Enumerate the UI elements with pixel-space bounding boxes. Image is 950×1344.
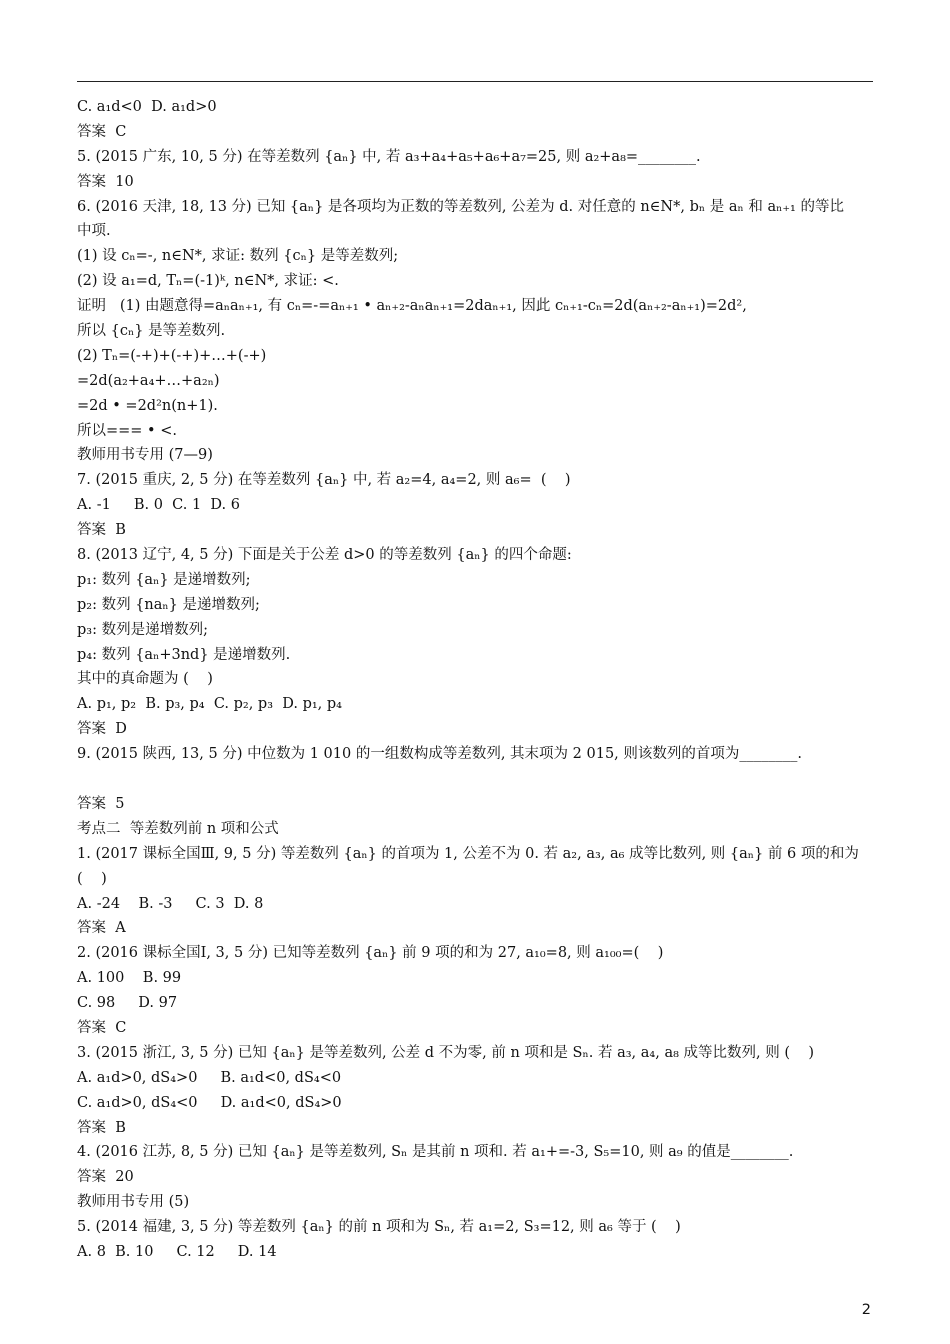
text-line: 答案 B (77, 522, 126, 539)
text-line: 教师用书专用 (7—9) (77, 447, 213, 464)
text-line: 4. (2016 江苏, 8, 5 分) 已知 {aₙ} 是等差数列, Sₙ 是其前 n 项和. 若 a₁+=-3, S₅=10, 则 a₉ 的值是________. (77, 1144, 794, 1161)
page-number: 2 (861, 1302, 871, 1318)
text-line: 所以 {cₙ} 是等差数列. (77, 323, 226, 340)
text-line: 证明 (1) 由题意得=aₙaₙ₊₁, 有 cₙ=-=aₙ₊₁ • aₙ₊₂-aₙaₙ₊₁=2daₙ₊₁, 因此 cₙ₊₁-cₙ=2d(aₙ₊₂-aₙ₊₁)=2d², (77, 298, 747, 315)
text-line: A. -1 B. 0 C. 1 D. 6 (77, 497, 240, 514)
text-line: 答案 5 (77, 795, 125, 812)
text-line: C. 98 D. 97 (77, 995, 178, 1012)
text-line: 8. (2013 辽宁, 4, 5 分) 下面是关于公差 d>0 的等差数列 {aₙ} 的四个命题: (77, 547, 572, 564)
text-line: 5. (2015 广东, 10, 5 分) 在等差数列 {aₙ} 中, 若 a₃+a₄+a₅+a₆+a₇=25, 则 a₂+a₈=________. (77, 148, 701, 165)
text-line: =2d • =2d²n(n+1). (77, 397, 218, 414)
page-body (77, 95, 877, 1265)
text-line: 考点二 等差数列前 n 项和公式 (77, 820, 279, 837)
text-line: 2. (2016 课标全国Ⅰ, 3, 5 分) 已知等差数列 {aₙ} 前 9 项的和为 27, a₁₀=8, 则 a₁₀₀=( ) (77, 945, 664, 962)
text-line: 5. (2014 福建, 3, 5 分) 等差数列 {aₙ} 的前 n 项和为 Sₙ, 若 a₁=2, S₃=12, 则 a₆ 等于 ( ) (77, 1219, 681, 1236)
text-line: A. 8 B. 10 C. 12 D. 14 (77, 1243, 277, 1260)
text-line: 其中的真命题为 ( ) (77, 671, 213, 688)
text-line: C. a₁d<0 D. a₁d>0 (77, 99, 217, 115)
text-line: (1) 设 cₙ=-, n∈N*, 求证: 数列 {cₙ} 是等差数列; (77, 248, 399, 265)
text-line: 7. (2015 重庆, 2, 5 分) 在等差数列 {aₙ} 中, 若 a₂=4, a₄=2, 则 a₆= ( ) (77, 472, 571, 489)
text-line: 答案 D (77, 721, 127, 738)
text-line: 答案 20 (77, 1169, 134, 1186)
text-line: p₁: 数列 {aₙ} 是递增数列; (77, 571, 251, 588)
text-line: A. -24 B. -3 C. 3 D. 8 (77, 895, 264, 912)
text-line: 中项. (77, 223, 111, 240)
text-line: (2) 设 a₁=d, Tₙ=(-1)ᵏ, n∈N*, 求证: <. (77, 273, 339, 290)
header-rule (77, 81, 873, 82)
text-line: 所以=== • <. (77, 422, 177, 439)
text-line: p₃: 数列是递增数列; (77, 621, 208, 638)
text-line: (2) Tₙ=(-+)+(-+)+…+(-+) (77, 347, 267, 364)
text-line: p₄: 数列 {aₙ+3nd} 是递增数列. (77, 646, 291, 663)
text-line: 答案 C (77, 1019, 127, 1036)
text-line: C. a₁d>0, dS₄<0 D. a₁d<0, dS₄>0 (77, 1094, 342, 1111)
text-line: 答案 A (77, 920, 126, 937)
text-line: 教师用书专用 (5) (77, 1194, 190, 1211)
text-line: 答案 10 (77, 173, 134, 190)
text-line: =2d(a₂+a₄+…+a₂ₙ) (77, 372, 220, 389)
text-line: A. a₁d>0, dS₄>0 B. a₁d<0, dS₄<0 (77, 1069, 342, 1086)
text-line: 6. (2016 天津, 18, 13 分) 已知 {aₙ} 是各项均为正数的等差数列, 公差为 d. 对任意的 n∈N*, bₙ 是 aₙ 和 aₙ₊₁ 的等比 (77, 198, 844, 215)
text-line: ( ) (77, 870, 107, 887)
text-line: 3. (2015 浙江, 3, 5 分) 已知 {aₙ} 是等差数列, 公差 d 不为零, 前 n 项和是 Sₙ. 若 a₃, a₄, a₈ 成等比数列, 则 ( ) (77, 1044, 815, 1061)
text-line: A. 100 B. 99 (77, 970, 182, 987)
text-line: A. p₁, p₂ B. p₃, p₄ C. p₂, p₃ D. p₁, p₄ (77, 696, 342, 713)
text-line: 9. (2015 陕西, 13, 5 分) 中位数为 1 010 的一组数构成等差数列, 其末项为 2 015, 则该数列的首项为________. (77, 746, 802, 763)
text-line: p₂: 数列 {naₙ} 是递增数列; (77, 596, 260, 613)
text-line: 1. (2017 课标全国Ⅲ, 9, 5 分) 等差数列 {aₙ} 的首项为 1, 公差不为 0. 若 a₂, a₃, a₆ 成等比数列, 则 {aₙ} 前 6 项的和为 (77, 845, 859, 862)
text-line: 答案 B (77, 1119, 126, 1136)
text-line: 答案 C (77, 123, 127, 140)
blank-line (77, 767, 877, 792)
